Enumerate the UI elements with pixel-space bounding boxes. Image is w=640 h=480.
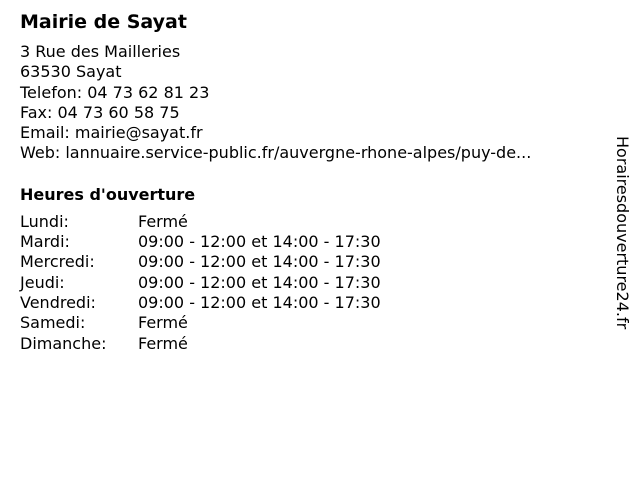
website-url: Web: lannuaire.service-public.fr/auvergne-rhone-alpes/puy-de... xyxy=(20,143,532,163)
day-label: Lundi: xyxy=(20,211,69,231)
day-hours: Fermé xyxy=(138,313,188,333)
hours-row-monday xyxy=(20,212,600,232)
day-hours: 09:00 - 12:00 et 14:00 - 17:30 xyxy=(138,272,381,292)
day-label: Jeudi: xyxy=(20,272,65,292)
day-label: Vendredi: xyxy=(20,292,96,312)
opening-hours-heading: Heures d'ouverture xyxy=(20,184,196,204)
day-label: Mercredi: xyxy=(20,252,95,272)
hours-row-saturday xyxy=(20,313,600,333)
hours-row-friday xyxy=(20,293,600,313)
address-block xyxy=(20,42,600,164)
day-hours: 09:00 - 12:00 et 14:00 - 17:30 xyxy=(138,232,381,252)
day-hours: Fermé xyxy=(138,211,188,231)
day-hours: 09:00 - 12:00 et 14:00 - 17:30 xyxy=(138,252,381,272)
hours-row-wednesday xyxy=(20,252,600,272)
day-label: Mardi: xyxy=(20,232,70,252)
hours-row-sunday xyxy=(20,334,600,354)
day-label: Samedi: xyxy=(20,313,86,333)
street-address: 3 Rue des Mailleries xyxy=(20,42,181,61)
email-address: Email: mairie@sayat.fr xyxy=(20,123,203,143)
city-postal-code: 63530 Sayat xyxy=(20,62,122,82)
day-hours: 09:00 - 12:00 et 14:00 - 17:30 xyxy=(138,292,381,312)
hours-row-tuesday xyxy=(20,232,600,252)
page-title: Mairie de Sayat xyxy=(20,11,187,33)
day-hours: Fermé xyxy=(138,333,188,353)
business-card xyxy=(20,8,600,354)
opening-hours-table xyxy=(20,212,600,354)
phone-number: Telefon: 04 73 62 81 23 xyxy=(20,82,210,102)
day-label: Dimanche: xyxy=(20,333,107,353)
fax-number: Fax: 04 73 60 58 75 xyxy=(20,102,180,122)
site-watermark: Horairesdouverture24.fr xyxy=(613,136,632,330)
hours-row-thursday xyxy=(20,273,600,293)
